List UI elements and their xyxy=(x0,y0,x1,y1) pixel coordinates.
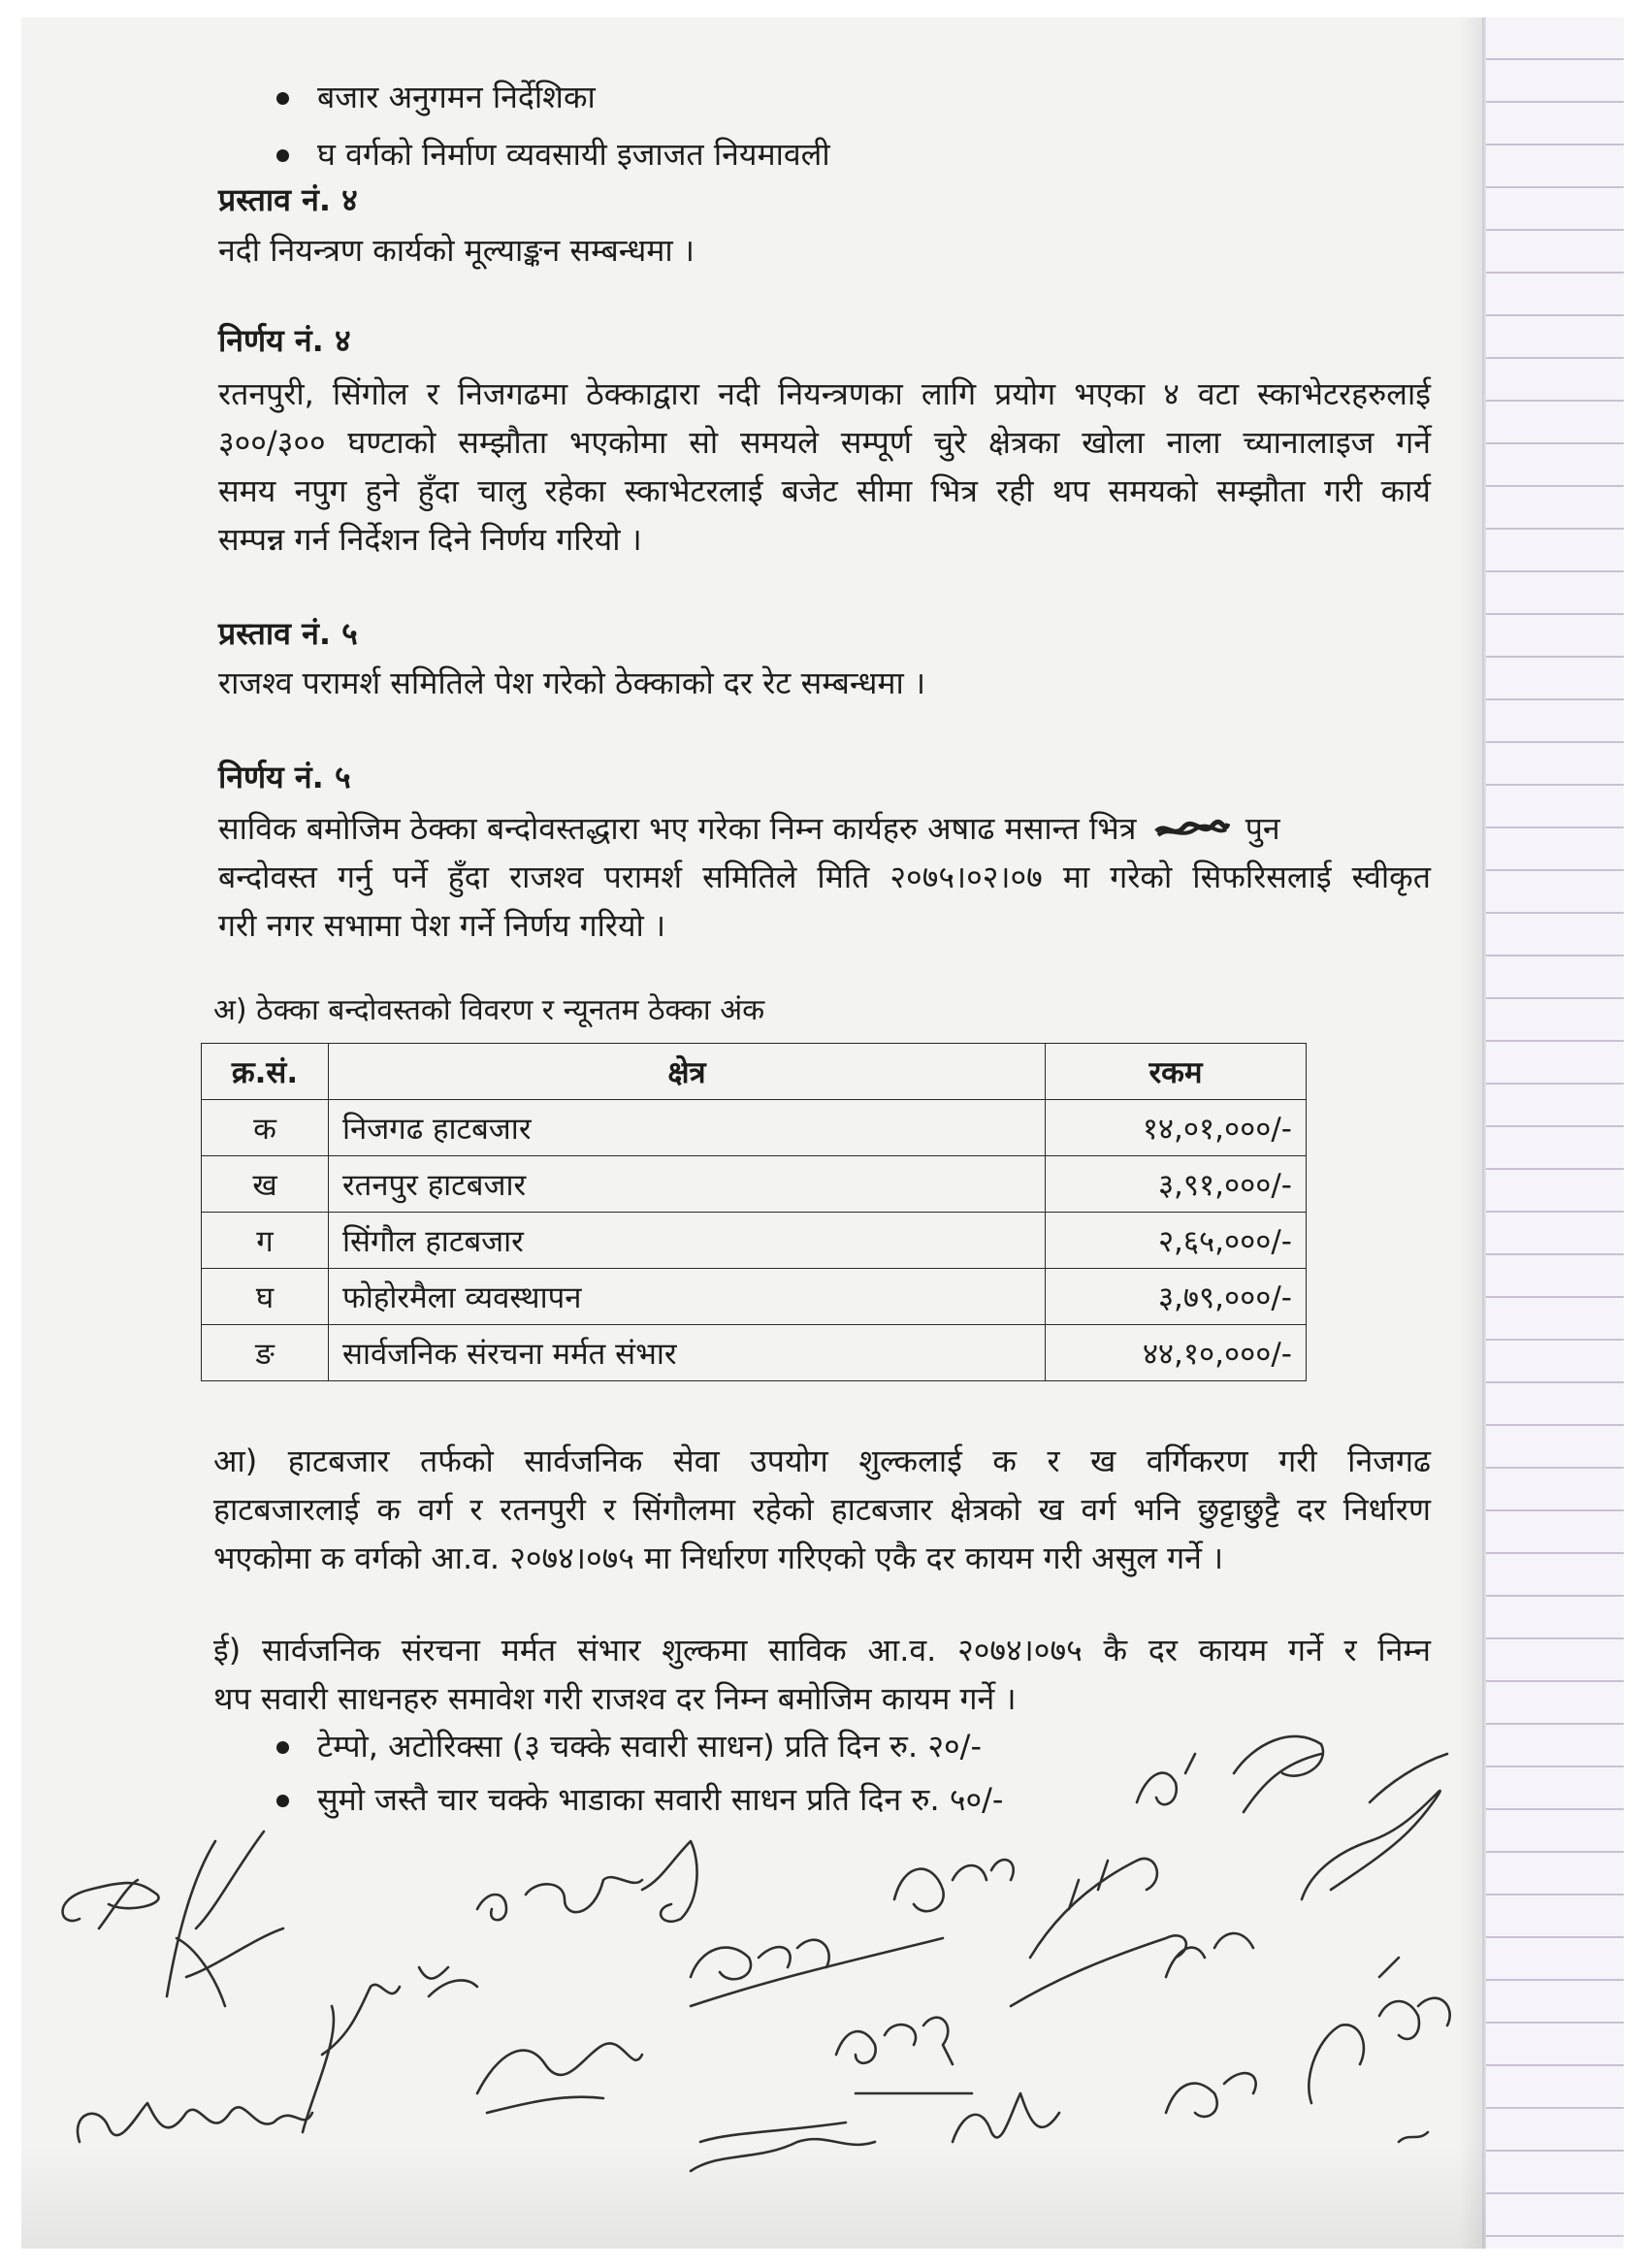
struck-word xyxy=(1152,815,1230,838)
bullet-item-construction-license: घ वर्गको निर्माण व्यवसायी इजाजत नियमावली xyxy=(317,136,830,173)
decision-4-line-4: सम्पन्न गर्न निर्देशन दिने निर्णय गरियो । xyxy=(218,521,642,558)
cell-amount: ४४,१०,०००/- xyxy=(1046,1325,1307,1381)
cell-area: सिंगौल हाटबजार xyxy=(329,1213,1046,1269)
table-caption: अ) ठेक्का बन्दोवस्तको विवरण र न्यूनतम ठेक्का अंक xyxy=(213,993,765,1027)
cell-serial: ङ xyxy=(202,1325,329,1381)
cell-serial: ख xyxy=(202,1156,329,1213)
col-header-serial: क्र.सं. xyxy=(202,1044,329,1100)
bullet-dot xyxy=(276,92,289,105)
cell-serial: घ xyxy=(202,1269,329,1325)
scribble-strike-icon xyxy=(1152,818,1230,843)
signature-11 xyxy=(1309,1958,1449,2142)
decision-4-line-3: समय नपुग हुने हुँदा चालु रहेका स्काभेटरलाई बजेट सीमा भित्र रही थप समयको सम्झौता गरी कार्य xyxy=(218,472,1431,509)
para-i-line-2: थप सवारी साधनहरु समावेश गरी राजश्व दर निम्न बमोजिम कायम गर्ने । xyxy=(213,1680,1017,1717)
bullet-item-market-monitoring: बजार अनुगमन निर्देशिका xyxy=(317,79,596,115)
decision-4-heading: निर्णय नं. ४ xyxy=(218,322,351,359)
decision-4-line-2: ३००/३०० घण्टाको सम्झौता भएकोमा सो समयले सम्पूर्ण चुरे क्षेत्रका खोला नाला च्यानालाइज गर्ने xyxy=(218,424,1431,461)
para-aa-line-2: हाटबजारलाई क वर्ग र रतनपुरी र सिंगौलमा रहेको हाटबजार क्षेत्रको ख वर्ग भनि छुट्टाछुट्टै दर निर्धारण xyxy=(213,1491,1431,1528)
cell-amount: ३,९१,०००/- xyxy=(1046,1156,1307,1213)
decision-5-line-1 xyxy=(218,811,1431,846)
bullet-item-sumo-fee: सुमो जस्तै चार चक्के भाडाका सवारी साधन प्रति दिन रु. ५०/- xyxy=(317,1781,1004,1818)
signature-10 xyxy=(1234,1736,1447,1899)
cell-area: सार्वजनिक संरचना मर्मत संभार xyxy=(329,1325,1046,1381)
bullet-item-tempo-fee: टेम्पो, अटोरिक्सा (३ चक्के सवारी साधन) प्रति दिन रु. २०/- xyxy=(317,1728,983,1765)
decision-4-line-1: रतनपुरी, सिंगोल र निजगढमा ठेक्काद्वारा नदी नियन्त्रणका लागि प्रयोग भएका ४ वटा स्काभेटरहरुलाई xyxy=(218,375,1431,412)
signature-9 xyxy=(1166,1933,1256,2117)
table-row xyxy=(202,1156,1307,1213)
signature-6 xyxy=(836,2018,972,2093)
decision-5-line-1-text: साविक बमोजिम ठेक्का बन्दोवस्तद्धारा भए गरेका निम्न कार्यहरु अषाढ मसान्त भित्र xyxy=(218,810,1137,847)
table-header-row xyxy=(202,1044,1307,1100)
ruled-register-edge xyxy=(1486,17,1624,2249)
para-aa-line-3: भएकोमा क वर्गको आ.व. २०७४।०७५ मा निर्धारण गरिएको एकै दर कायम गरी असुल गर्ने । xyxy=(213,1539,1224,1576)
proposal-4-heading: प्रस्ताव नं. ४ xyxy=(218,181,358,218)
bullet-dot xyxy=(276,149,289,162)
signature-4 xyxy=(477,1841,697,2113)
cell-serial: ग xyxy=(202,1213,329,1269)
cell-amount: २,६५,०००/- xyxy=(1046,1213,1307,1269)
signature-2 xyxy=(78,2103,312,2142)
cell-amount: १४,०१,०००/- xyxy=(1046,1100,1307,1156)
table-row xyxy=(202,1213,1307,1269)
scanned-page xyxy=(21,17,1624,2249)
proposal-4-text: नदी नियन्त्रण कार्यको मूल्याङ्कन सम्बन्धमा । xyxy=(218,232,695,269)
signature-5 xyxy=(691,1938,943,2171)
signature-3 xyxy=(303,1967,477,2132)
table-row xyxy=(202,1100,1307,1156)
signature-7 xyxy=(894,1860,1059,2142)
para-i-line-1: ई) सार्वजनिक संरचना मर्मत संभार शुल्कमा साविक आ.व. २०७४।०७५ कै दर कायम गर्ने र निम्न xyxy=(213,1632,1431,1669)
decision-5-heading: निर्णय नं. ५ xyxy=(218,759,351,795)
decision-5-line-3: गरी नगर सभामा पेश गर्ने निर्णय गरियो । xyxy=(218,907,666,944)
proposal-5-heading: प्रस्ताव नं. ५ xyxy=(218,615,358,652)
contract-amount-table xyxy=(201,1043,1307,1381)
cell-area: निजगढ हाटबजार xyxy=(329,1100,1046,1156)
cell-amount: ३,७९,०००/- xyxy=(1046,1269,1307,1325)
signature-1 xyxy=(63,1831,284,2006)
proposal-5-text: राजश्व परामर्श समितिले पेश गरेको ठेक्काको दर रेट सम्बन्धमा । xyxy=(218,664,926,701)
col-header-area: क्षेत्र xyxy=(329,1044,1046,1100)
para-aa-line-1: आ) हाटबजार तर्फको सार्वजनिक सेवा उपयोग शुल्कलाई क र ख वर्गिकरण गरी निजगढ xyxy=(213,1442,1431,1479)
table-row xyxy=(202,1325,1307,1381)
signatures-block xyxy=(21,1686,1476,2190)
cell-area: फोहोरमैला व्यवस्थापन xyxy=(329,1269,1046,1325)
cell-area: रतनपुर हाटबजार xyxy=(329,1156,1046,1213)
col-header-amount: रकम xyxy=(1046,1044,1307,1100)
decision-5-line-2: बन्दोवस्त गर्नु पर्ने हुँदा राजश्व परामर्श समितिले मिति २०७५।०२।०७ मा गरेको सिफरिसलाई स्वीकृत xyxy=(218,859,1431,895)
cell-serial: क xyxy=(202,1100,329,1156)
decision-5-line-1-end: पुन xyxy=(1245,810,1280,847)
signature-8 xyxy=(1011,1754,1195,2006)
table-row xyxy=(202,1269,1307,1325)
